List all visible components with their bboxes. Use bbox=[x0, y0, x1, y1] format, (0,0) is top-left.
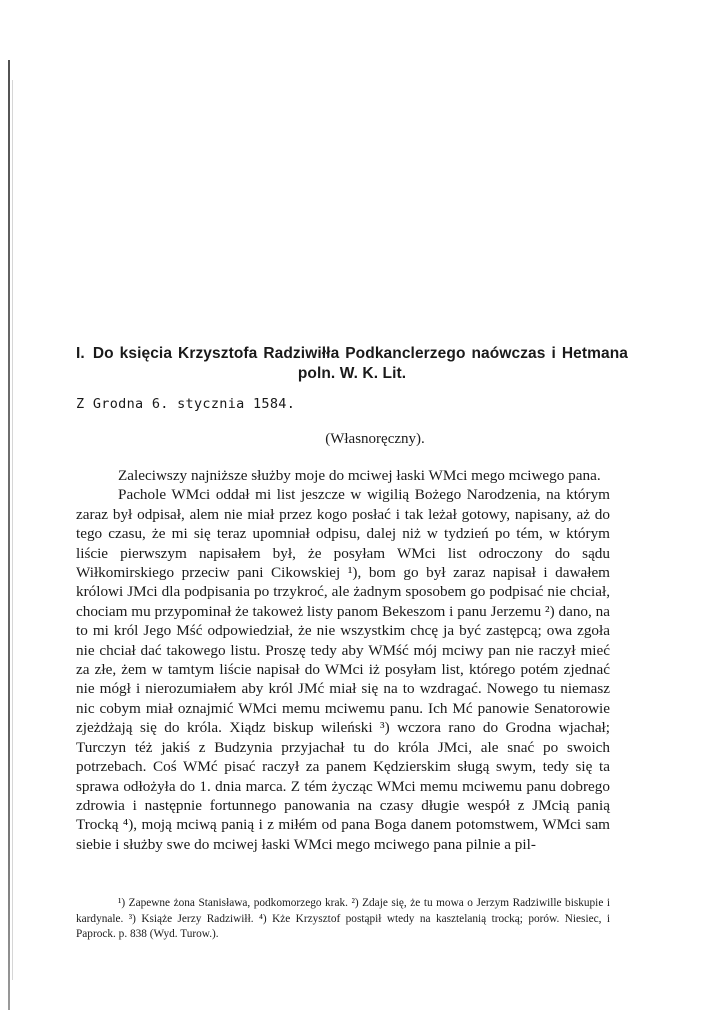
dateline: Z Grodna 6. stycznia 1584. bbox=[76, 396, 296, 412]
footnotes bbox=[76, 896, 610, 943]
footnote-text: ¹) Zapewne żona Stanisława, podkomorzego krak. ²) Zdaje się, że tu mowa o Jerzym Radziwille biskupie i kardynale. ³) Książe Jerzy Radziwiłł. ⁴) Kże Krzysztof postąpił wtedy na kasztelanią trocką; porów. Niesiec, i Paprock. p. 838 (Wyd. Turow.). bbox=[76, 897, 610, 940]
paragraph-salutation: Zaleciwszy najniższe służby moje do mciwej łaski WMci mego mciwego pana. bbox=[118, 467, 601, 484]
paragraph-main: Pachole WMci oddał mi list jeszcze w wigilią Bożego Narodzenia, na którym zaraz był odpisał, alem nie miał przez kogo posłać i tak leżał gotowy, napisany, aż do tego czasu, że mi się teraz upomniał odpisu, dalej niż w tydzień po tém, w którym liście pierwszym napisałem był, że posyłam WMci list odroczony do sądu Wiłkomirskiego przeciw pani Cikowskiej ¹), bom go był zaraz napisał i dawałem królowi JMci dla podpisania po trzykroć, ale żadnym sposobem go podpisać nie chciał, chociam mu przypominał że takoweż listy panom Bekeszom i panu Jerzemu ²) dano, na to mi król Jego Mść odpowiedział, że nie wszystkim chcę ja być zastępcą; owa zgoła nie chciał dać takowego listu. Proszę tedy aby WMść mój mciwy pan nie raczył mieć za złe, żem w tamtym liście napisał do WMci iż posyłam list, którego potém zjednać nie mógł i nierozumiałem aby król JMć miał się na to wzdragać. Nowego tu niemasz nic cobym miał oznajmić WMci memu mciwemu panu. Ich Mć panowie Senatorowie zjeżdżają się do króla. Xiądz biskup wileński ³) wczora rano do Grodna wjachał; Turczyn téż jakiś z Budzynia przyjachał tu do króla JMci, ale snać po swoich potrzebach. Coś WMć pisać raczył za panem Kędzierskim sługą swym, tedy się ta sprawa odłożyła do 1. dnia marca. Z tém życząc WMci memu mciwemu panu dobrego zdrowia i następnie fortunnego panowania na czasy długie wespół z JMcią panią Trocką ⁴), moją mciwą panią i z miłém od pana Boga danem potomstwem, WMci sam siebie i służby swe do mciwej łaski WMci mego mciwego pana pilnie a pil- bbox=[76, 486, 610, 853]
autograph-note: (Własnoręczny). bbox=[325, 431, 425, 447]
letter-body bbox=[76, 466, 610, 854]
letter-number: I. bbox=[76, 345, 85, 362]
page-edge-shadow-secondary bbox=[12, 80, 13, 980]
letter-heading bbox=[76, 344, 628, 384]
page-edge-shadow bbox=[8, 60, 10, 1010]
letter-title: Do księcia Krzysztofa Radziwiłła Podkanclerzego naówczas i Hetmana poln. W. K. Lit. bbox=[92, 345, 628, 382]
